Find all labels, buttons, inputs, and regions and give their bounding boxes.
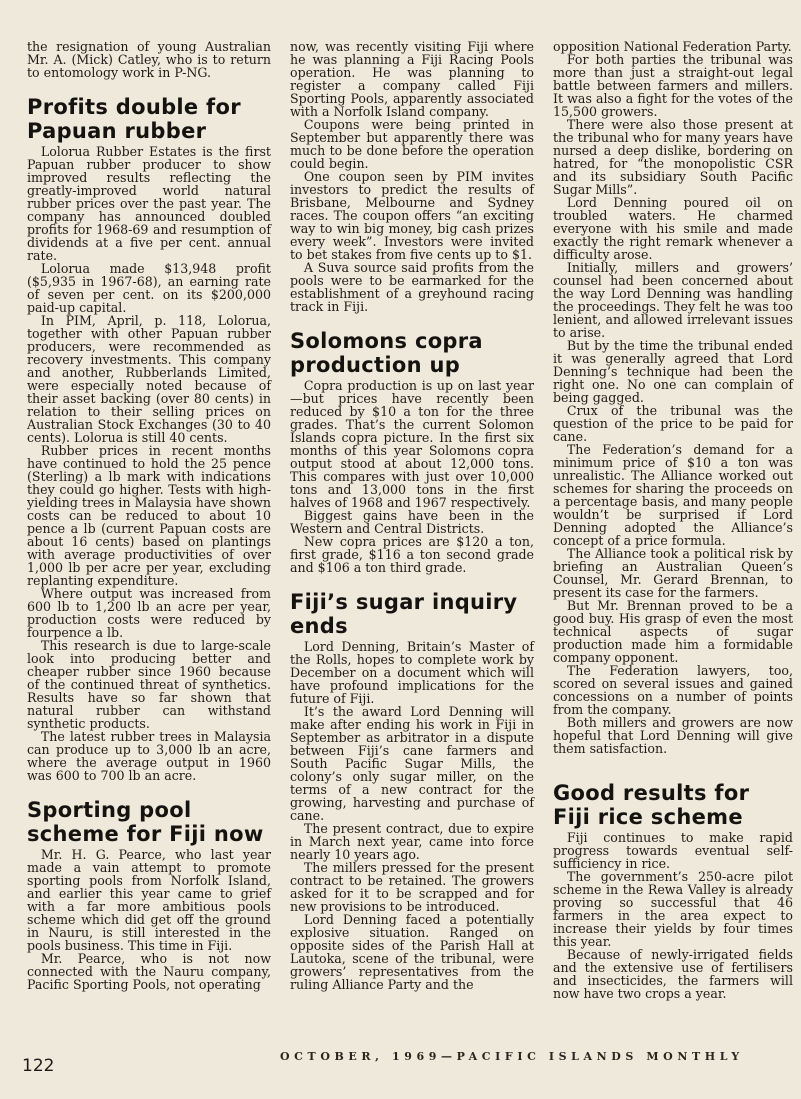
sugar-paragraph: Lord Denning poured oil on troubled waters. He charmed everyone with his smile and made exactly the right remark whenever a difficulty arose. <box>553 195 793 262</box>
rubber-paragraph: Lolorua Rubber Estates is the first Papuan rubber producer to show improved results reflecting the greatly-improved world natural rubber prices over the past year. The company has announced doubled profits for 1968-69 and resumption of dividends at a five per cent. annual rate. <box>27 144 271 263</box>
sugar-paragraph: It’s the award Lord Denning will make after ending his work in Fiji in September as arbitrator in a dispute between Fiji’s cane farmers and South Pacific Sugar Mills, the colony’s only sugar miller, on the terms of a new contract for the growing, harvesting and purchase of cane. <box>290 704 534 823</box>
catley-paragraph: the resignation of young Australian Mr. A. (Mick) Catley, who is to return to entomology work in P-NG. <box>27 39 271 80</box>
copra-paragraph: Biggest gains have been in the Western and Central Districts. <box>290 508 534 536</box>
sugar-paragraph: Both millers and growers are now hopeful that Lord Denning will give them satisfaction. <box>553 715 793 756</box>
sugar-paragraph: But by the time the tribunal ended it was generally agreed that Lord Denning’s technique had been the right one. No one can complain of being gagged. <box>553 338 793 405</box>
pool-headline: Sporting pool scheme for Fiji now <box>27 798 264 846</box>
rubber-paragraph: In PIM, April, p. 118, Lolorua, together with other Papuan rubber producers, were recommended as recovery investments. This company and another, Rubberlands Limited, were especially noted because of their asset backing (over 80 cents) in relation to their selling prices on Australian Stock Exchanges (30 to 40 cents). Lolorua is still 40 cents. <box>27 313 271 445</box>
sugar-paragraph: Initially, millers and growers’ counsel had been concerned about the way Lord Denning was handling the proceedings. They felt he was too lenient, and allowed irrelevant issues to arise. <box>553 260 793 340</box>
rice-paragraph: Because of newly-irrigated fields and the extensive use of fertilisers and insecticides, the farmers will now have two crops a year. <box>553 947 793 1001</box>
pool-paragraph: A Suva source said profits from the pools were to be earmarked for the establishment of a greyhound racing track in Fiji. <box>290 260 534 314</box>
rice-headline: Good results for Fiji rice scheme <box>553 781 750 829</box>
copra-headline: Solomons copra production up <box>290 329 483 377</box>
pool-paragraph: Coupons were being printed in September but apparently there was much to be done before the operation could begin. <box>290 117 534 171</box>
sugar-paragraph: The millers pressed for the present contract to be retained. The growers asked for it to be scrapped and for new provisions to be introduced. <box>290 860 534 914</box>
rubber-paragraph: Where output was increased from 600 lb to 1,200 lb an acre per year, production costs were reduced by fourpence a lb. <box>27 586 271 640</box>
rice-paragraph: Fiji continues to make rapid progress towards eventual self-sufficiency in rice. <box>553 830 793 871</box>
copra-paragraph: New copra prices are $120 a ton, first grade, $116 a ton second grade and $106 a ton third grade. <box>290 534 534 575</box>
sugar-paragraph: There were also those present at the tribunal who for many years have nursed a deep dislike, bordering on hatred, for “the monopolistic CSR and its subsidiary South Pacific Sugar Mills”. <box>553 117 793 197</box>
sugar-paragraph: The Federation lawyers, too, scored on several issues and gained concessions on a number of points from the company. <box>553 663 793 717</box>
sugar-paragraph: For both parties the tribunal was more than just a straight-out legal battle between farmers and millers. It was also a fight for the votes of the 15,500 growers. <box>553 52 793 119</box>
copra-paragraph: Copra production is up on last year—but prices have recently been reduced by $10 a ton for the three grades. That’s the current Solomon Islands copra picture. In the first six months of this year Solomons copra output stood at about 12,000 tons. This compares with just over 10,000 tons and 13,000 tons in the first halves of 1968 and 1967 respectively. <box>290 378 534 510</box>
sugar-paragraph: The Federation’s demand for a minimum price of $10 a ton was unrealistic. The Alliance worked out schemes for sharing the proceeds on a percentage basis, and many people wouldn’t be surprised if Lord Denning adopted the Alliance’s concept of a price formula. <box>553 442 793 548</box>
rubber-paragraph: The latest rubber trees in Malaysia can produce up to 3,000 lb an acre, where the average output in 1960 was 600 to 700 lb an acre. <box>27 729 271 783</box>
rubber-paragraph: Lolorua made $13,948 profit ($5,935 in 1967-68), an earning rate of seven per cent. on its $200,000 paid-up capital. <box>27 261 271 315</box>
column-3 <box>553 40 793 1000</box>
column-2 <box>290 40 534 991</box>
sugar-paragraph: But Mr. Brennan proved to be a good buy. His grasp of even the most technical aspects of sugar production made him a formidable company opponent. <box>553 598 793 665</box>
rubber-paragraph: Rubber prices in recent months have continued to hold the 25 pence (Sterling) a lb mark with indications they could go higher. Tests with high-yielding trees in Malaysia have shown costs can be reduced to about 10 pence a lb (current Papuan costs are about 16 cents) based on plantings with average productivities of over 1,000 lb per acre per year, excluding replanting expenditure. <box>27 443 271 588</box>
footer-line: OCTOBER, 1969—PACIFIC ISLANDS MONTHLY <box>280 1050 744 1063</box>
pool-paragraph: Mr. H. G. Pearce, who last year made a vain attempt to promote sporting pools from Norfolk Island, and earlier this year came to grief with a far more ambitious pools scheme which did get off the ground in Nauru, is still interested in the pools business. This time in Fiji. <box>27 847 271 953</box>
column-1 <box>27 40 271 991</box>
sugar-paragraph: The present contract, due to expire in March next year, came into force nearly 10 years ago. <box>290 821 534 862</box>
pool-paragraph: One coupon seen by PIM invites investors to predict the results of Brisbane, Melbourne and Sydney races. The coupon offers “an exciting way to win big money, big cash prizes every week”. Investors were invited to bet stakes from five cents up to $1. <box>290 169 534 262</box>
sugar-paragraph: The Alliance took a political risk by briefing an Australian Queen’s Counsel, Mr. Gerard Brennan, to present its case for the farmers. <box>553 546 793 600</box>
sugar-continued-paragraph: opposition National Federation Party. <box>553 39 792 54</box>
rice-paragraph: The government’s 250-acre pilot scheme in the Rewa Valley is already proving so successful that 46 farmers in the area expect to increase their yields by four times this year. <box>553 869 793 949</box>
pool-continued-paragraph: now, was recently visiting Fiji where he was planning a Fiji Racing Pools operation. He was planning to register a company called Fiji Sporting Pools, apparently associated with a Norfolk Island company. <box>290 39 534 119</box>
rubber-headline: Profits double for Papuan rubber <box>27 95 241 143</box>
sugar-paragraph: Lord Denning, Britain’s Master of the Rolls, hopes to complete work by December on a document which will have profound implications for the future of Fiji. <box>290 639 534 706</box>
sugar-paragraph: Crux of the tribunal was the question of the price to be paid for cane. <box>553 403 793 444</box>
page-number: 122 <box>22 1056 55 1076</box>
pool-paragraph: Mr. Pearce, who is not now connected with the Nauru company, Pacific Sporting Pools, not operating <box>27 951 271 992</box>
rubber-paragraph: This research is due to large-scale look into producing better and cheaper rubber since 1960 because of the continued threat of synthetics. Results have so far shown that natural rubber can withstand synthetic products. <box>27 638 271 731</box>
sugar-paragraph: Lord Denning faced a potentially explosive situation. Ranged on opposite sides of the Parish Hall at Lautoka, scene of the tribunal, were growers’ representatives from the ruling Alliance Party and the <box>290 912 534 992</box>
sugar-headline: Fiji’s sugar inquiry ends <box>290 590 518 638</box>
